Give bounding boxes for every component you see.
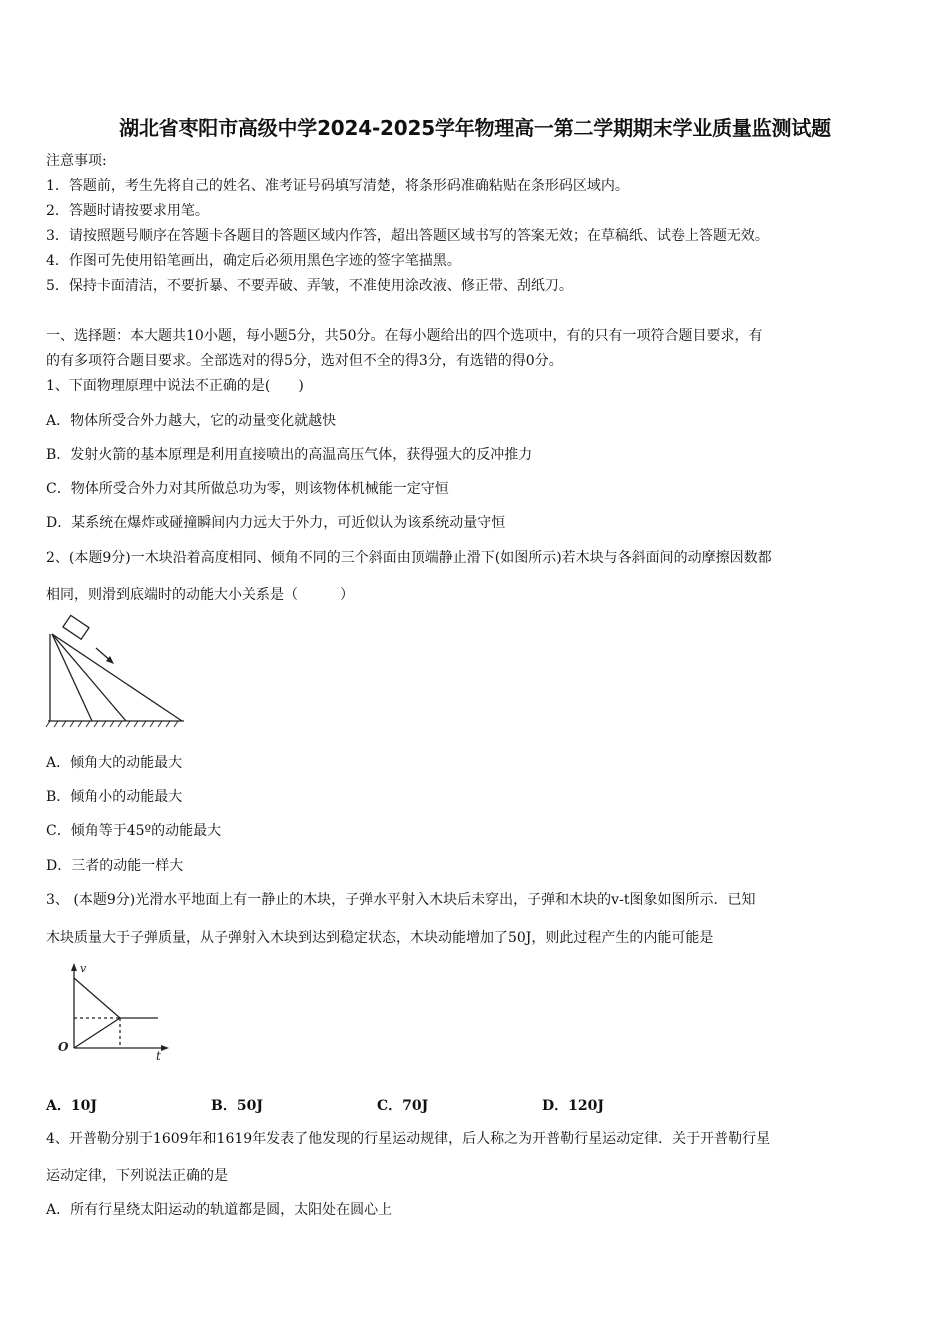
notice-item: 2．答题时请按要求用笔。 [46, 203, 209, 219]
notice-item: 3．请按照题号顺序在答题卡各题目的答题区域内作答，超出答题区域书写的答案无效；在草稿纸、试卷上答题无效。 [46, 228, 769, 244]
bullet-line [74, 978, 120, 1018]
question-1-option: A．物体所受合外力越大，它的动量变化就越快 [46, 413, 337, 429]
page-title: 湖北省枣阳市高级中学2024-2025学年物理高一第二学期期末学业质量监测试题 [119, 116, 831, 140]
question-3-option: B．50J [211, 1098, 263, 1114]
question-4-option: A．所有行星绕太阳运动的轨道都是圆，太阳处在圆心上 [46, 1202, 393, 1218]
block-line [74, 1018, 120, 1048]
question-4-stem: 4、开普勒分别于1609年和1619年发表了他发现的行星运动规律，后人称之为开普勒行星运动定律．关于开普勒行星 [46, 1131, 771, 1147]
section-instructions: 的有多项符合题目要求。全部选对的得5分，选对但不全的得3分，有选错的得0分。 [46, 353, 563, 369]
v-axis-label: v [80, 962, 87, 975]
t-axis-arrowhead [161, 1045, 169, 1051]
question-3-option: C．70J [377, 1098, 429, 1114]
velocity-time-graph [54, 958, 174, 1062]
origin-label: O [58, 1040, 69, 1054]
question-3-option: D．120J [542, 1098, 604, 1114]
question-3-stem: 木块质量大于子弹质量，从子弹射入木块到达到稳定状态，木块动能增加了50J，则此过程产生的内能可能是 [46, 930, 714, 946]
question-1-stem: 1、下面物理原理中说法不正确的是( ) [46, 378, 304, 394]
v-axis-arrowhead [71, 963, 77, 971]
notice-item: 1．答题前，考生先将自己的姓名、准考证号码填写清楚，将条形码准确粘贴在条形码区域内。 [46, 178, 629, 194]
t-axis-label: t [156, 1049, 161, 1062]
question-2-option: A．倾角大的动能最大 [46, 755, 183, 771]
inclined-planes-figure [44, 614, 188, 732]
question-2-stem: 2、(本题9分)一木块沿着高度相同、倾角不同的三个斜面由顶端静止滑下(如图所示)若木块与各斜面间的动摩擦因数都 [46, 550, 772, 566]
question-3-stem: 3、 (本题9分)光滑水平地面上有一静止的木块，子弹水平射入木块后未穿出，子弹和木块的v-t图象如图所示．已知 [46, 892, 756, 908]
medium-incline [52, 634, 126, 721]
question-4-stem: 运动定律，下列说法正确的是 [46, 1168, 228, 1184]
ground-hatching [46, 721, 178, 727]
question-3-option: A．10J [46, 1098, 97, 1114]
question-2-stem: 相同，则滑到底端时的动能大小关系是（ ） [46, 587, 354, 603]
wooden-block [63, 615, 89, 639]
question-2-option: C．倾角等于45º的动能最大 [46, 823, 222, 839]
question-1-option: D．某系统在爆炸或碰撞瞬间内力远大于外力，可近似认为该系统动量守恒 [46, 515, 506, 531]
notice-item: 4．作图可先使用铅笔画出，确定后必须用黑色字迹的签字笔描黑。 [46, 253, 461, 269]
notice-heading: 注意事项: [46, 153, 107, 169]
question-1-option: C．物体所受合外力对其所做总功为零，则该物体机械能一定守恒 [46, 481, 449, 497]
question-2-option: B．倾角小的动能最大 [46, 789, 183, 805]
notice-item: 5．保持卡面清洁，不要折暴、不要弄破、弄皱，不准使用涂改液、修正带、刮纸刀。 [46, 278, 573, 294]
question-1-option: B．发射火箭的基本原理是利用直接喷出的高温高压气体，获得强大的反冲推力 [46, 447, 533, 463]
question-2-option: D．三者的动能一样大 [46, 858, 184, 874]
section-instructions: 一、选择题：本大题共10小题，每小题5分，共50分。在每小题给出的四个选项中，有的只有一项符合题目要求，有 [46, 328, 763, 344]
